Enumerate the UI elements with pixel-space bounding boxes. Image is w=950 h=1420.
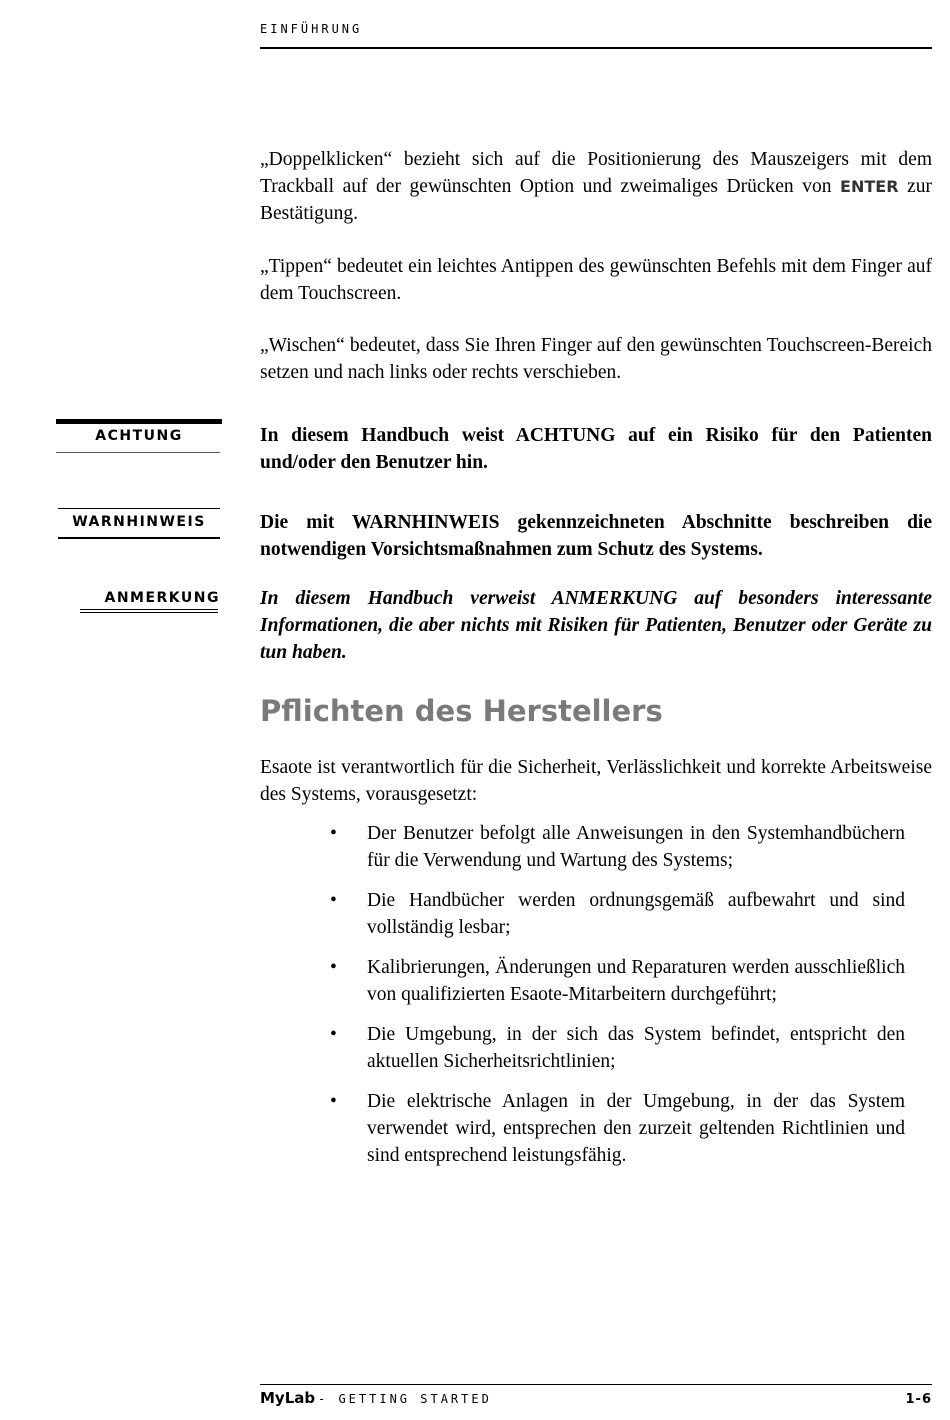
- bullet-icon: •: [330, 1024, 337, 1045]
- list-item-text: Die Handbücher werden ordnungsgemäß aufbewahrt und sind vollständig lesbar;: [367, 890, 905, 938]
- list-item-text: Kalibrierungen, Änderungen und Reparaturen werden ausschließlich von qualifizierten Esaote-Mitarbeitern durchgeführt;: [367, 957, 905, 1005]
- note-text: In diesem Handbuch verweist ANMERKUNG auf besonders interessante Informationen, die aber nichts mit Risiken für Patienten, Benutzer oder Geräte zu tun haben.: [260, 588, 932, 663]
- footer-rule: [260, 1384, 932, 1385]
- warning-label-top-rule: [58, 508, 220, 509]
- enter-key-label: ENTER: [840, 177, 899, 196]
- requirements-list: [325, 820, 905, 1169]
- bullet-icon: •: [330, 890, 337, 911]
- warning-label-bottom-rule: [58, 537, 220, 539]
- list-item-text: Die elektrische Anlagen in der Umgebung, in der das System verwendet wird, entsprechen den zurzeit geltenden Richtlinien und sind entsprechend leistungsfähig.: [367, 1091, 905, 1166]
- bullet-icon: •: [330, 957, 337, 978]
- list-item-text: Der Benutzer befolgt alle Anweisungen in den Systemhandbüchern für die Verwendung und Wartung des Systems;: [367, 823, 905, 871]
- note-label-underline-1: [80, 609, 218, 610]
- section-intro: Esaote ist verantwortlich für die Sicherheit, Verlässlichkeit und korrekte Arbeitsweise des Systems, vorausgesetzt:: [260, 757, 932, 805]
- caution-label-top-rule: [56, 419, 222, 424]
- intro-text-after: zur Bestätigung.: [260, 176, 933, 224]
- footer-product-name: MyLab: [260, 1389, 316, 1407]
- warning-label: WARNHINWEIS: [72, 514, 206, 530]
- bullet-icon: •: [330, 1091, 337, 1112]
- intro-paragraph-tap: „Tippen“ bedeutet ein leichtes Antippen des gewünschten Befehls mit dem Finger auf dem Touchscreen.: [260, 256, 932, 304]
- list-item: [325, 1088, 905, 1169]
- intro-text-before: „Doppelklicken“ bezieht sich auf die Positionierung des Mauszeigers mit dem Trackball auf der gewünschten Option und zweimaliges Drücken von: [260, 149, 932, 197]
- list-item-text: Die Umgebung, in der sich das System befindet, entspricht den aktuellen Sicherheitsrichtlinien;: [367, 1024, 905, 1072]
- list-item: [325, 820, 905, 874]
- note-label: ANMERKUNG: [104, 590, 220, 606]
- caution-label: ACHTUNG: [95, 428, 183, 444]
- section-title: Pflichten des Herstellers: [260, 694, 663, 728]
- page-number: 1-6: [905, 1392, 932, 1407]
- note-label-underline-2: [80, 612, 218, 613]
- intro-paragraph-swipe: „Wischen“ bedeutet, dass Sie Ihren Finger auf den gewünschten Touchscreen-Bereich setzen und nach links oder rechts verschieben.: [260, 335, 932, 383]
- running-header: EINFÜHRUNG: [260, 22, 363, 36]
- list-item: [325, 887, 905, 941]
- bullet-icon: •: [330, 823, 337, 844]
- caution-label-bottom-rule: [56, 452, 220, 453]
- caution-text: In diesem Handbuch weist ACHTUNG auf ein Risiko für den Patienten und/oder den Benutzer hin.: [260, 425, 932, 473]
- list-item: [325, 954, 905, 1008]
- warning-text: Die mit WARNHINWEIS gekennzeichneten Abschnitte beschreiben die notwendigen Vorsichtsmaßnahmen zum Schutz des Systems.: [260, 512, 932, 560]
- footer-guide-title: - GETTING STARTED: [318, 1392, 492, 1406]
- list-item: [325, 1021, 905, 1075]
- intro-paragraph-doubleclick: [260, 146, 932, 227]
- header-rule: [260, 47, 932, 49]
